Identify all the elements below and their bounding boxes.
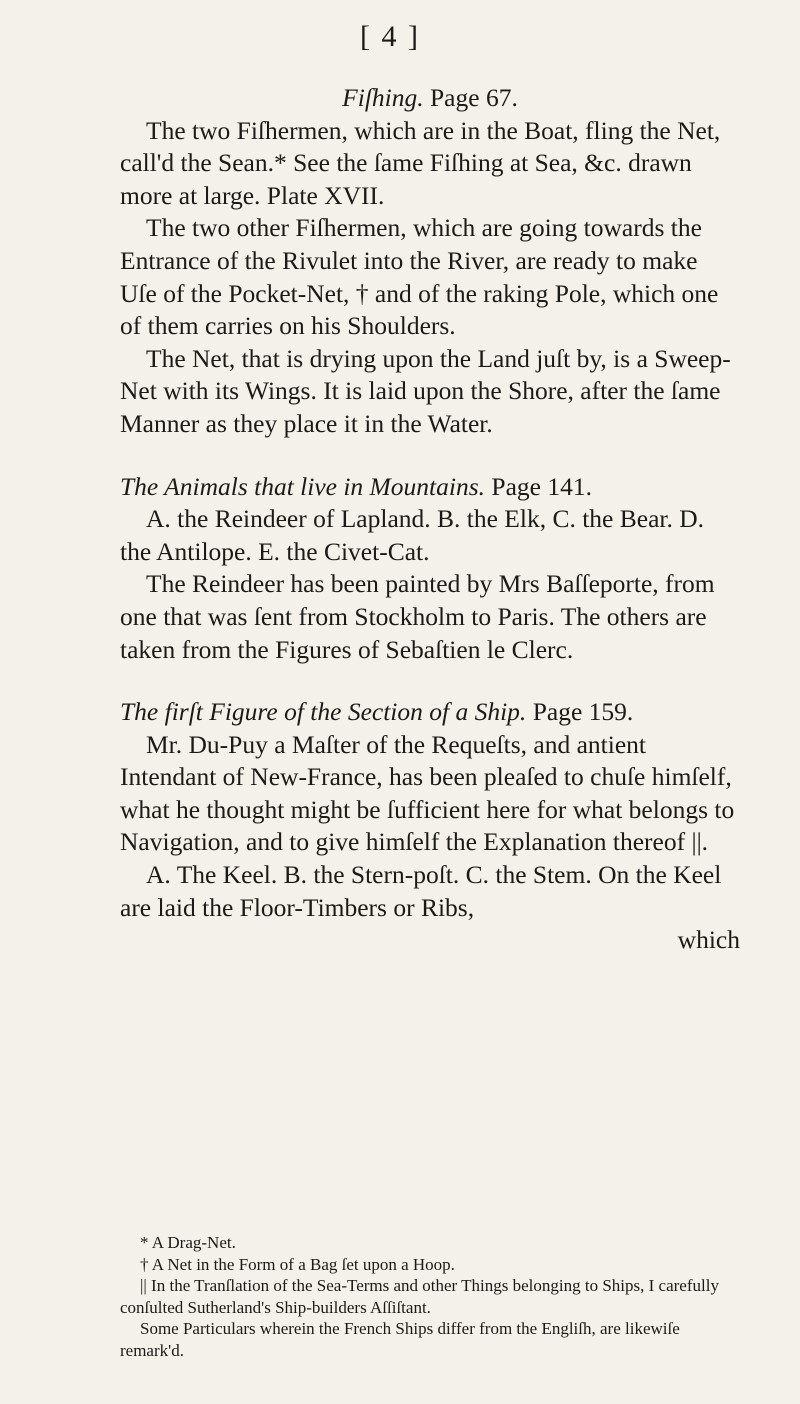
fishing-paragraph-1: The two Fiſhermen, which are in the Boat, fling the Net, call'd the Sean.* See the ſame Fiſhing at Sea, &c. drawn more at large. Plate XVII. [120,115,721,210]
footnote-translation: || In the Tranſlation of the Sea-Terms and other Things belonging to Ships, I carefully conſulted Sutherland's Ship-builders Aſſiſtant. [120,1276,719,1317]
heading-fishing-page: Page 67. [423,83,518,112]
animals-paragraph-1: A. the Reindeer of Lapland. B. the Elk, C. the Bear. D. the Antilope. E. the Civet-Cat. [120,504,705,566]
ship-paragraph-2: A. The Keel. B. the Stern-poſt. C. the Stem. On the Keel are laid the Floor-Timbers or Ribs, [120,860,722,922]
fishing-paragraph-3: The Net, that is drying upon the Land juſt by, is a Sweep-Net with its Wings. It is laid upon the Shore, after the ſame Manner as they place it in the Water. [120,343,731,438]
body-text [120,82,740,957]
animals-paragraph-2: The Reindeer has been painted by Mrs Baſſeporte, from one that was ſent from Stockholm to Paris. The others are taken from the Figures of Sebaſtien le Clerc. [120,569,715,664]
footnote-particulars: Some Particulars wherein the French Ships differ from the Engliſh, are likewiſe remark'd. [120,1319,680,1360]
footnote-pocket-net: † A Net in the Form of a Bag ſet upon a Hoop. [140,1254,455,1274]
heading-animals-title: The Animals that live in Mountains. [120,471,486,501]
footnotes [120,1232,740,1361]
ship-paragraph-1: Mr. Du-Puy a Maſter of the Requeſts, and antient Intendant of New-France, has been pleaſed to chuſe himſelf, what he thought might be ſufficient here for what belongs to Navigation, and to give himſelf the Explanation thereof ||. [120,729,735,857]
heading-animals-page: Page 141. [485,471,592,501]
section-heading-fishing [120,82,740,115]
heading-fishing-title: Fiſhing. [342,83,424,112]
page-number: [ 4 ] [360,20,420,53]
section-heading-ship [120,696,740,729]
section-heading-animals [120,471,740,504]
catchword: which [677,925,740,955]
heading-ship-page: Page 159. [526,697,634,727]
heading-ship-title: The firſt Figure of the Section of a Ship. [120,697,527,727]
fishing-paragraph-2: The two other Fiſhermen, which are going towards the Entrance of the Rivulet into the River, are ready to make Uſe of the Pocket-Net, † and of the raking Pole, which one of them carries on his Shoulders. [120,213,719,341]
footnote-drag-net: * A Drag-Net. [140,1233,236,1252]
